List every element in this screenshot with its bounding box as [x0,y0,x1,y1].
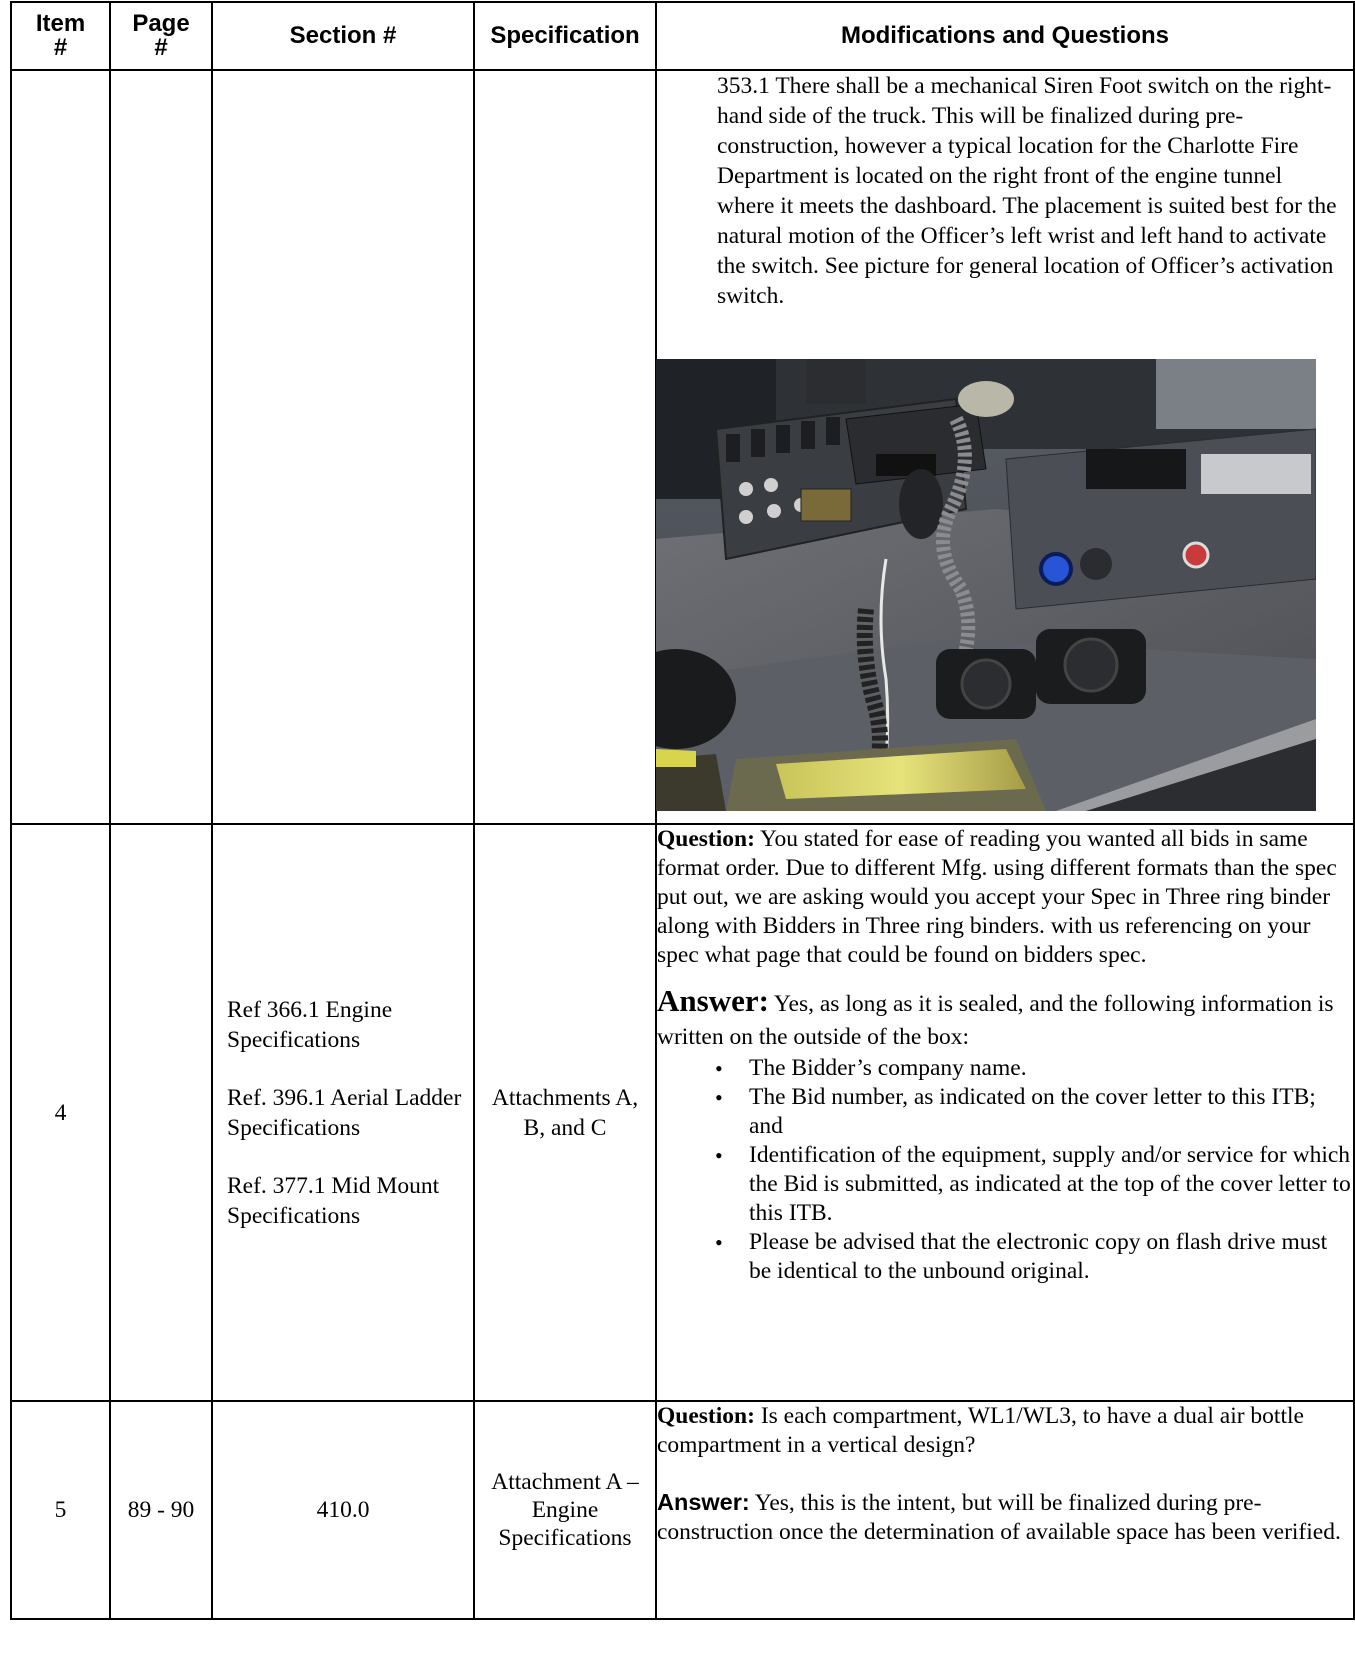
cell-modifications-5 [656,1401,1354,1619]
section-ref-1: Ref 366.1 Engine Specifications [227,996,393,1053]
cell-modifications [656,70,1354,824]
section-ref-3: Ref. 377.1 Mid Mount Specifications [227,1172,440,1229]
list-item: • Please be advised that the electronic copy on flash drive must be identical to the unbound original. [749,1228,1353,1286]
question-5 [657,1402,1353,1460]
header-section: Section # [212,2,474,70]
cell-page-5: 89 - 90 [110,1401,212,1619]
cell-spec-5: Attachment A – Engine Specifications [474,1401,656,1619]
cell-modifications-4 [656,824,1354,1401]
table-row-4 [11,824,1354,1401]
answer-5 [657,1488,1353,1547]
cell-section-empty [212,70,474,824]
answer-label: Answer: [657,1489,750,1515]
cell-page-empty [110,70,212,824]
list-item: • The Bidder’s company name. [749,1054,1353,1083]
cell-section-5: 410.0 [212,1401,474,1619]
section-ref-2: Ref. 396.1 Aerial Ladder Specifications [227,1084,462,1141]
answer-label: Answer: [657,983,769,1018]
spec-table [10,1,1355,1620]
cell-spec-empty [474,70,656,824]
cell-section-4 [212,824,474,1401]
cell-item-empty [11,70,110,824]
header-item: Item # [11,2,110,70]
siren-switch-paragraph: 353.1 There shall be a mechanical Siren Foot switch on the right-hand side of the truck. This will be finalized during pre-construction, however a typical location for the Charlotte Fire Department is located on the right front of the engine tunnel where it meets the dashboard. The placement is suited best for the natural motion of the Officer’s left wrist and left hand to activate the switch. See picture for general location of Officer’s activation switch. [717,73,1337,309]
header-page: Page # [110,2,212,70]
answer-4 [657,984,1353,1054]
question-label: Question: [657,1403,755,1429]
answer-text: Yes, this is the intent, but will be finalized during pre-construction once the determination of available space has been verified. [657,1490,1341,1545]
table-row-5 [11,1401,1354,1619]
list-item: • The Bid number, as indicated on the cover letter to this ITB; and [749,1083,1353,1141]
question-text: Is each compartment, WL1/WL3, to have a dual air bottle compartment in a vertical design? [657,1403,1304,1458]
answer-bullet-list [657,1054,1353,1286]
answer-text: Yes, as long as it is sealed, and the following information is written on the outside of the box: [657,991,1334,1050]
header-specification: Specification [474,2,656,70]
question-text: You stated for ease of reading you wanted all bids in same format order. Due to different Mfg. using different formats than the spec put out, we are asking would you accept your Spec in Three ring binder along with Bidders in Three ring binders. with us referencing on your spec what page that could be found on bidders spec. [657,826,1337,968]
question-4 [657,825,1353,970]
table-row-continuation [11,70,1354,824]
header-row [11,2,1354,70]
cell-item-5: 5 [11,1401,110,1619]
cell-item-4: 4 [11,824,110,1401]
dashboard-photo [656,359,1316,811]
cell-page-4 [110,824,212,1401]
header-modifications: Modifications and Questions [656,2,1354,70]
cell-spec-4: Attachments A, B, and C [474,824,656,1401]
question-label: Question: [657,826,755,852]
list-item: • Identification of the equipment, supply and/or service for which the Bid is submitted, as indicated at the top of the cover letter to this ITB. [749,1141,1353,1228]
